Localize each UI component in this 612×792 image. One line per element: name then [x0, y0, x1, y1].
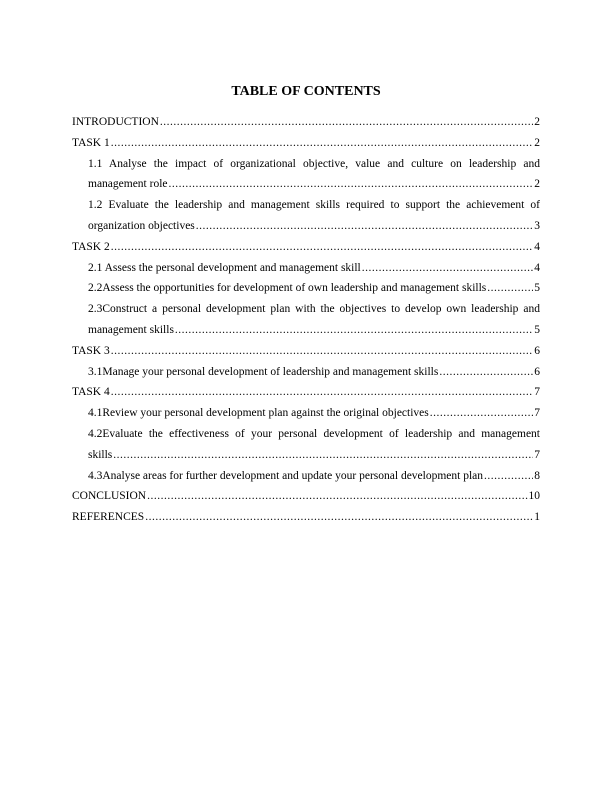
toc-entry-title: TASK 1 — [72, 136, 110, 149]
toc-entry-title: 3.1Manage your personal development of leadership and management skills — [88, 365, 439, 378]
dot-leader — [175, 320, 533, 341]
toc-page-number: 2 — [534, 136, 540, 149]
dot-leader — [430, 403, 533, 424]
toc-entry-title: TASK 3 — [72, 344, 110, 357]
toc-entry-title: skills — [88, 448, 113, 461]
toc-entry[interactable] — [72, 403, 540, 424]
toc-entry-title: REFERENCES — [72, 511, 145, 524]
toc-page-number: 3 — [534, 219, 540, 232]
dot-leader — [147, 486, 527, 507]
dot-leader — [362, 258, 534, 279]
toc-page-number: 6 — [534, 365, 540, 378]
toc-entry-title: 4.3Analyse areas for further development and update your personal development plan — [88, 469, 484, 482]
table-of-contents — [72, 112, 540, 528]
toc-page-number: 5 — [534, 282, 540, 295]
toc-entry-title: management role — [88, 178, 168, 191]
dot-leader — [111, 382, 534, 403]
toc-entry[interactable] — [72, 133, 540, 154]
toc-entry-title-line: 1.1 Analyse the impact of organizational objective, value and culture on leadership and — [88, 157, 540, 170]
toc-entry-title: TASK 2 — [72, 240, 110, 253]
toc-page-number: 7 — [534, 407, 540, 420]
toc-entry-title: 4.1Review your personal development plan against the original objectives — [88, 407, 429, 420]
toc-entry[interactable] — [72, 362, 540, 383]
toc-entry[interactable] — [72, 341, 540, 362]
toc-entry[interactable] — [72, 466, 540, 487]
toc-page-number: 5 — [534, 323, 540, 336]
toc-entry[interactable] — [72, 112, 540, 133]
toc-entry-title-line: 1.2 Evaluate the leadership and management skills required to support the achievement of — [88, 199, 540, 212]
dot-leader — [111, 237, 534, 258]
toc-entry-title-line: 4.2Evaluate the effectiveness of your personal development of leadership and management — [88, 427, 540, 440]
toc-page-number: 4 — [534, 261, 540, 274]
dot-leader — [160, 112, 533, 133]
dot-leader — [113, 445, 533, 466]
toc-entry-title: management skills — [88, 323, 174, 336]
toc-entry-title: organization objectives — [88, 219, 195, 232]
toc-entry[interactable] — [72, 299, 540, 341]
dot-leader — [484, 466, 533, 487]
dot-leader — [111, 133, 534, 154]
dot-leader — [439, 362, 533, 383]
toc-entry-title: CONCLUSION — [72, 490, 147, 503]
dot-leader — [111, 341, 534, 362]
toc-page-number: 1 — [534, 511, 540, 524]
toc-entry[interactable] — [72, 195, 540, 237]
dot-leader — [169, 174, 534, 195]
toc-entry[interactable] — [72, 424, 540, 466]
toc-entry-title: 2.1 Assess the personal development and management skill — [88, 261, 361, 274]
toc-page-number: 10 — [528, 490, 540, 503]
toc-entry-title-line: 2.3Construct a personal development plan with the objectives to develop own leadership and — [88, 303, 540, 316]
toc-entry-title: INTRODUCTION — [72, 116, 159, 128]
toc-entry[interactable] — [72, 258, 540, 279]
toc-page-number: 6 — [534, 344, 540, 357]
toc-page-number: 2 — [534, 116, 540, 128]
dot-leader — [196, 216, 533, 237]
toc-entry[interactable] — [72, 507, 540, 528]
toc-entry[interactable] — [72, 382, 540, 403]
dot-leader — [145, 507, 533, 528]
toc-entry-title: 2.2Assess the opportunities for development of own leadership and management skills — [88, 282, 487, 295]
toc-page-number: 7 — [534, 386, 540, 399]
toc-entry[interactable] — [72, 278, 540, 299]
toc-entry[interactable] — [72, 237, 540, 258]
page-title: TABLE OF CONTENTS — [231, 84, 381, 99]
toc-page-number: 2 — [534, 178, 540, 191]
toc-entry-title: TASK 4 — [72, 386, 110, 399]
toc-page-number: 8 — [534, 469, 540, 482]
toc-page-number: 7 — [534, 448, 540, 461]
toc-page-number: 4 — [534, 240, 540, 253]
toc-entry[interactable] — [72, 154, 540, 196]
dot-leader — [487, 278, 533, 299]
toc-entry[interactable] — [72, 486, 540, 507]
